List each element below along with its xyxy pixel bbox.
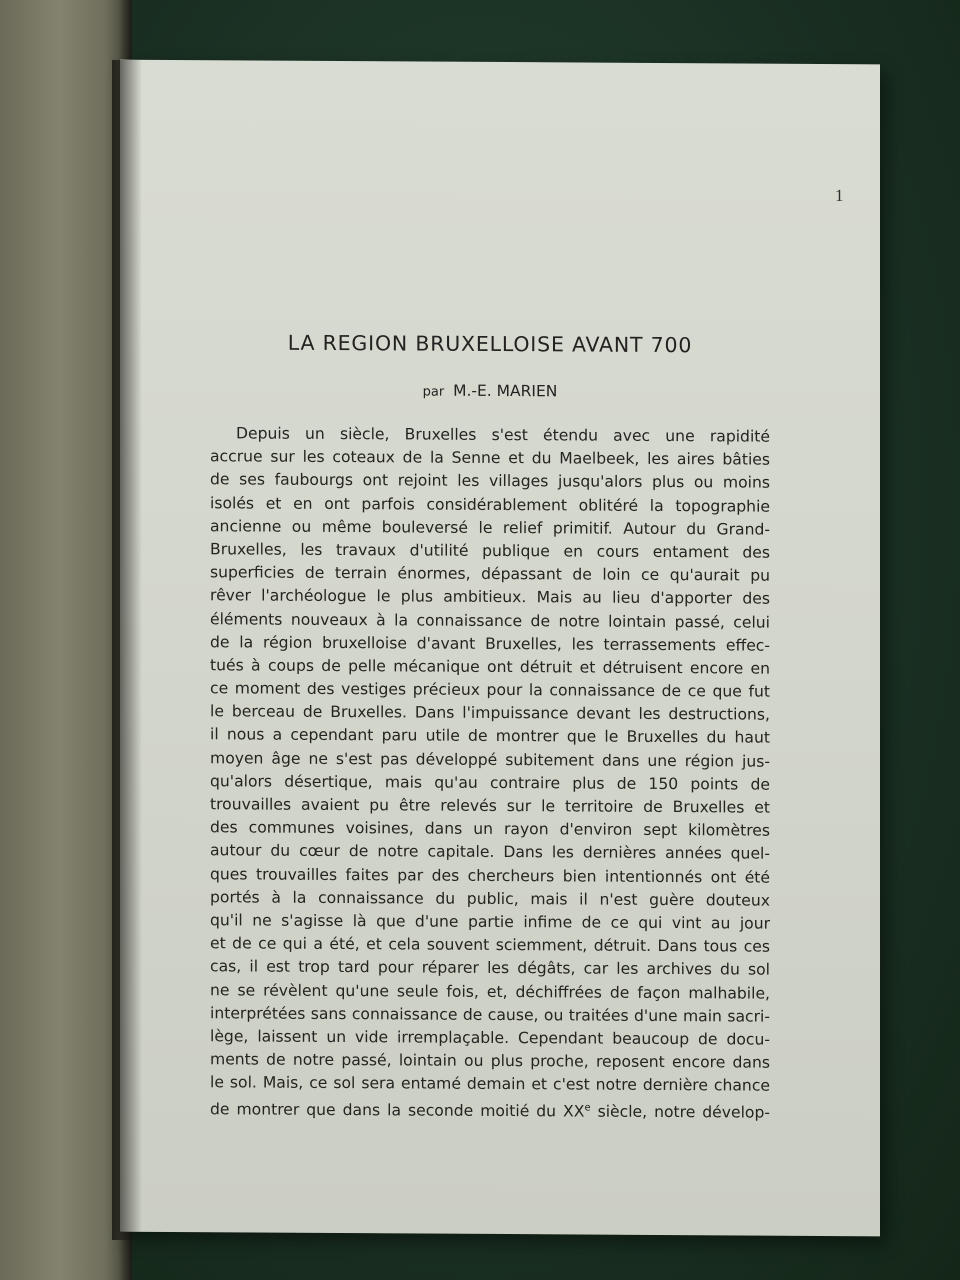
text-line: trouvailles avaient pu être relevés sur le territoire de Bruxelles et [210,795,770,817]
text-line: le sol. Mais, ce sol sera entamé demain et c'est notre dernière chance [210,1073,770,1095]
text-line: ancienne ou même bouleversé le relief primitif. Autour du Grand- [210,516,770,539]
text-line-last [210,1095,770,1122]
text-line: de la région bruxelloise d'avant Bruxelles, les terrassements effec- [210,632,770,655]
text-line: lège, laissent un vide irremplaçable. Cependant beaucoup de docu- [210,1027,770,1049]
text-line: Bruxelles, les travaux d'utilité publique en cours entament des [210,540,770,562]
byline [280,381,700,402]
text-line: accrue sur les coteaux de la Senne et du Maelbeek, les aires bâties [210,447,770,469]
century-superscript: e [584,1102,591,1114]
text-line: qu'alors désertique, mais qu'au contraire plus de 150 points de [210,772,770,794]
text-line: il nous a cependant paru utile de montrer que le Bruxelles du haut [210,725,770,748]
text-line: moyen âge ne s'est pas développé subitement dans une région jus- [210,748,770,771]
byline-author: M.-E. MARIEN [453,381,558,401]
page-number: 1 [835,186,844,206]
book-page [120,60,880,1237]
text-line: autour du cœur de notre capitale. Dans les dernières années quel- [210,841,770,864]
gutter-shadow [112,60,142,1240]
text-line: et de ce qui a été, et cela souvent sciemment, détruit. Dans tous ces [210,934,770,956]
text-line: qu'il ne s'agisse là que d'une partie infime de ce qui vint au jour [210,911,770,933]
text-line: ques trouvailles faites par des chercheurs bien intentionnés ont été [210,864,770,887]
text-line: tués à coups de pelle mécanique ont détruit et détruisent encore en [210,656,770,678]
last-line-end: siècle, notre dévelop- [590,1102,770,1123]
byline-par: par [422,384,445,400]
text-line: cas, il est trop tard pour réparer les dégâts, car les archives du sol [210,957,770,979]
page-content [210,60,844,1123]
text-line: ments de notre passé, lointain ou plus proche, reposent encore dans [210,1050,770,1072]
text-line: portés à la connaissance du public, mais il n'est guère douteux [210,887,770,910]
text-line: Depuis un siècle, Bruxelles s'est étendu avec une rapidité [236,424,770,446]
article-title: LA REGION BRUXELLOISE AVANT 700 [287,330,693,358]
text-line: superficies de terrain énormes, dépassant de loin ce qu'aurait pu [210,563,770,585]
text-line: ne se révèlent qu'une seule fois, et, déchiffrées de façon malhabile, [210,980,770,1003]
text-line: des communes voisines, dans un rayon d'environ sept kilomètres [210,818,770,840]
text-line: de ses faubourgs ont rejoint les villages jusqu'alors plus ou moins [210,470,770,493]
text-line: rêver l'archéologue le plus ambitieux. Mais au lieu d'apporter des [210,586,770,608]
text-line: isolés et en ont parfois considérablement oblitéré la topographie [210,493,770,516]
text-line: le berceau de Bruxelles. Dans l'impuissance devant les destructions, [210,702,770,724]
last-line-start: de montrer que dans la seconde moitié du XX [210,1100,585,1121]
body-text [210,422,770,1121]
text-line: ce moment des vestiges précieux pour la connaissance de ce que fut [210,679,770,701]
text-line: interprétées sans connaissance de cause, ou traitées d'une main sacri- [210,1003,770,1026]
text-line: éléments nouveaux à la connaissance de notre lointain passé, celui [210,609,770,632]
